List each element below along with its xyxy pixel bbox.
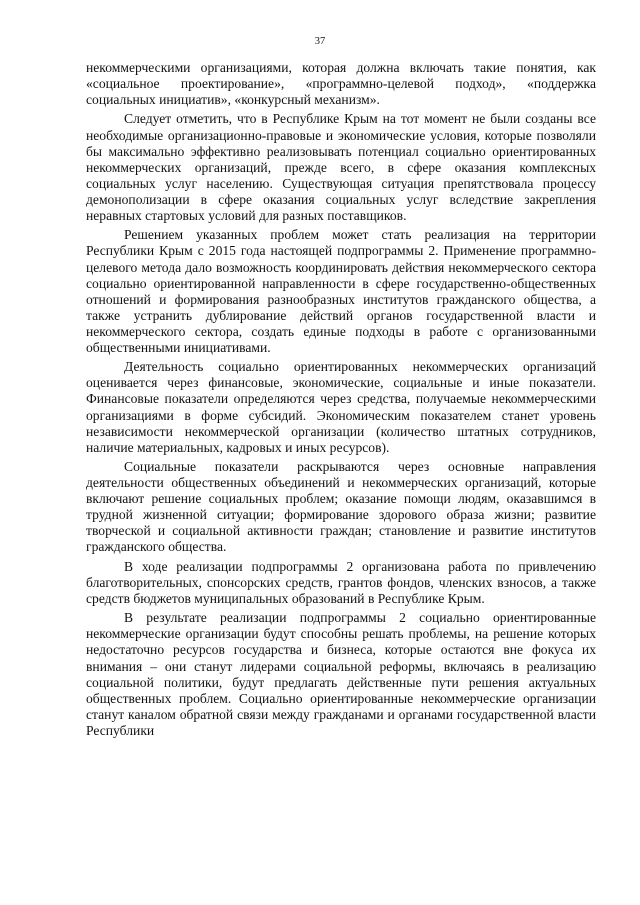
paragraph: Решением указанных проблем может стать реализация на территории Республики Крым с 2015 года настоящей подпрограммы 2. Применение программно-целевого метода дало возможность координировать действия некоммерческого сектора социально ориентированной направленности в сфере государственно-общественных отношений и формирования разнообразных институтов гражданского общества, а также устранить дублирование действий органов государственной власти и некоммерческого сектора, создать единые подходы в работе с организованными общественными инициативами. [86, 227, 596, 355]
body-text [86, 60, 596, 742]
page-number: 37 [314, 36, 326, 47]
paragraph: В ходе реализации подпрограммы 2 организована работа по привлечению благотворительных, спонсорских средств, грантов фондов, членских взносов, а также средств бюджетов муниципальных образований в Республике Крым. [86, 558, 596, 606]
paragraph: Деятельность социально ориентированных некоммерческих организаций оценивается через финансовые, экономические, социальные и иные показатели. Финансовые показатели определяются через средства, получаемые некоммерческими организациями в форме субсидий. Экономическим показателем станет уровень независимости некоммерческой организации (количество штатных сотрудников, наличие материальных, кадровых и иных ресурсов). [86, 359, 596, 455]
paragraph-continuation: некоммерческими организациями, которая должна включать такие понятия, как «социальное проектирование», «программно-целевой подход», «поддержка социальных инициатив», «конкурсный механизм». [86, 60, 596, 108]
paragraph: Следует отметить, что в Республике Крым на тот момент не были созданы все необходимые организационно-правовые и экономические условия, которые позволяли бы максимально эффективно реализовывать потенциал социально ориентированных некоммерческих организаций, прежде всего, в сфере оказания комплексных социальных услуг населению. Существующая ситуация препятствовала процессу демонополизации в сфере оказания социальных услуг вследствие закрепления неравных стартовых условий для разных поставщиков. [86, 111, 596, 224]
paragraph: В результате реализации подпрограммы 2 социально ориентированные некоммерческие организации будут способны решать проблемы, на решение которых недостаточно ресурсов государства и бизнеса, которые остаются вне фокуса их внимания – они станут лидерами социальной реформы, включаясь в реализацию социальной политики, будут предлагать действенные пути решения актуальных общественных проблем. Социально ориентированные некоммерческие организации станут каналом обратной связи между гражданами и органами государственной власти Республики [86, 610, 596, 738]
paragraph: Социальные показатели раскрываются через основные направления деятельности общественных объединений и некоммерческих организаций, которые включают решение социальных проблем; оказание помощи людям, оказавшимся в трудной жизненной ситуации; формирование здорового образа жизни; развитие творческой и социальной активности граждан; становление и развитие институтов гражданского общества. [86, 459, 596, 555]
